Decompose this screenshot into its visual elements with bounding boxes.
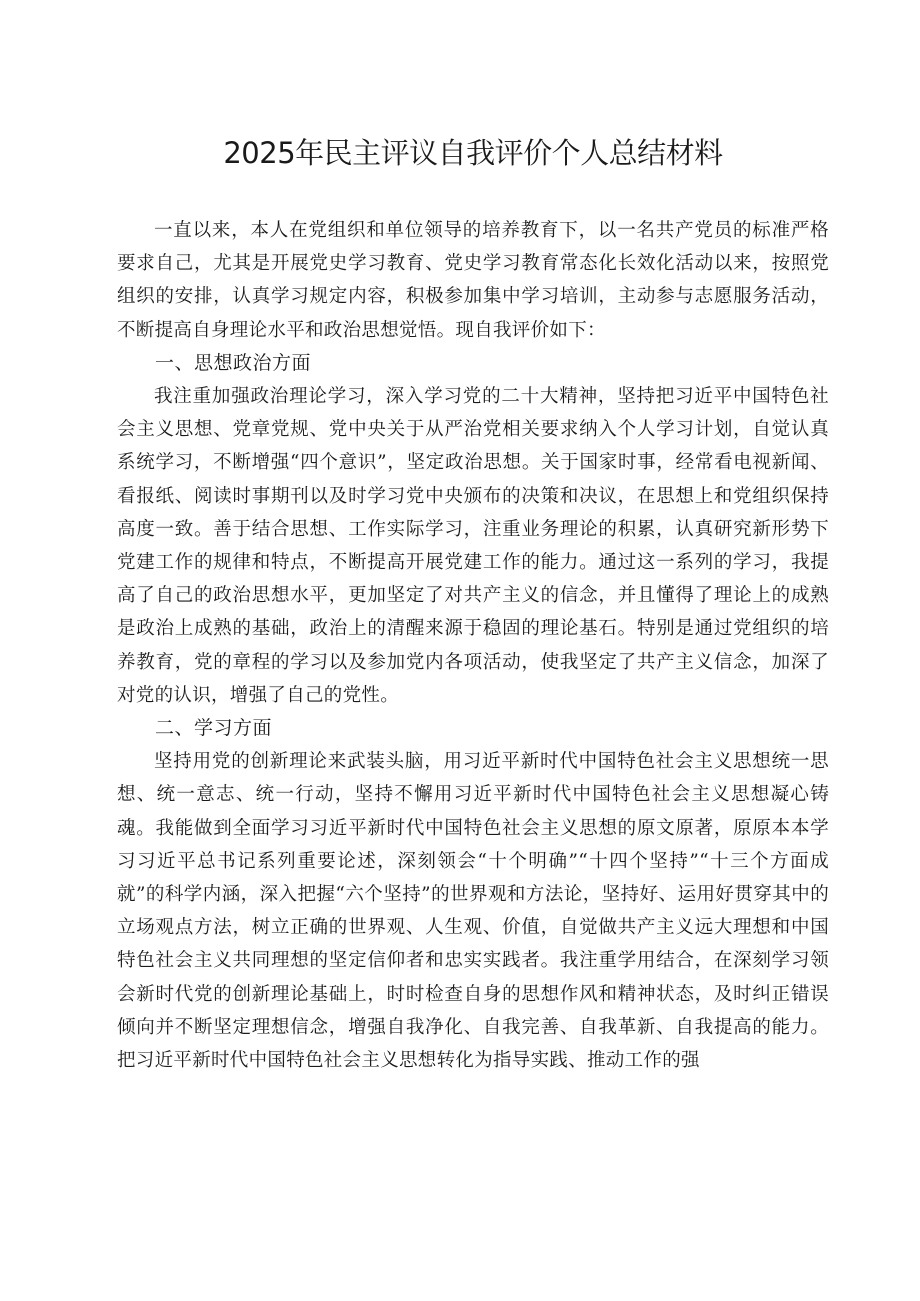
section-heading-political: 一、思想政治方面 [155, 351, 312, 374]
section-heading-study: 二、学习方面 [155, 717, 273, 740]
document-title: 2025年民主评议自我评价个人总结材料 [223, 136, 723, 170]
section-body-study: 坚持用党的创新理论来武装头脑，用习近平新时代中国特色社会主义思想统一思想、统一意志、统一行动，坚持不懈用习近平新时代中国特色社会主义思想凝心铸魂。我能做到全面学习习近平新时代中国特色社会主义思想的原文原著，原原本本学习习近平总书记系列重要论述，深刻领会“十个明确”“十四个坚持”“十三个方面成就”的科学内涵，深入把握“六个坚持”的世界观和方法论，坚持好、运用好贯穿其中的立场观点方法，树立正确的世界观、人生观、价值，自觉做共产主义远大理想和中国特色社会主义共同理想的坚定信仰者和忠实实践者。我注重学用结合，在深刻学习领会新时代党的创新理论基础上，时时检查自身的思想作风和精神状态，及时纠正错误倾向并不断坚定理想信念，增强自我净化、自我完善、自我革新、自我提高的能力。把习近平新时代中国特色社会主义思想转化为指导实践、推动工作的强 [117, 751, 829, 1072]
intro-paragraph: 一直以来，本人在党组织和单位领导的培养教育下，以一名共产党员的标准严格要求自己，尤其是开展党史学习教育、党史学习教育常态化长效化活动以来，按照党组织的安排，认真学习规定内容，积极参加集中学习培训，主动参与志愿服务活动，不断提高自身理论水平和政治思想觉悟。现自我评价如下： [117, 220, 829, 341]
section-body-political: 我注重加强政治理论学习，深入学习党的二十大精神，坚持把习近平中国特色社会主义思想、党章党规、党中央关于从严治党相关要求纳入个人学习计划，自觉认真系统学习，不断增强“四个意识”，坚定政治思想。关于国家时事，经常看电视新闻、看报纸、阅读时事期刊以及时学习党中央颁布的决策和决议，在思想上和党组织保持高度一致。善于结合思想、工作实际学习，注重业务理论的积累，认真研究新形势下党建工作的规律和特点，不断提高开展党建工作的能力。通过这一系列的学习，我提高了自己的政治思想水平，更加坚定了对共产主义的信念，并且懂得了理论上的成熟是政治上成熟的基础，政治上的清醒来源于稳固的理论基石。特别是通过党组织的培养教育，党的章程的学习以及参加党内各项活动，使我坚定了共产主义信念，加深了对党的认识，增强了自己的党性。 [117, 386, 829, 706]
document-page [117, 128, 829, 1077]
